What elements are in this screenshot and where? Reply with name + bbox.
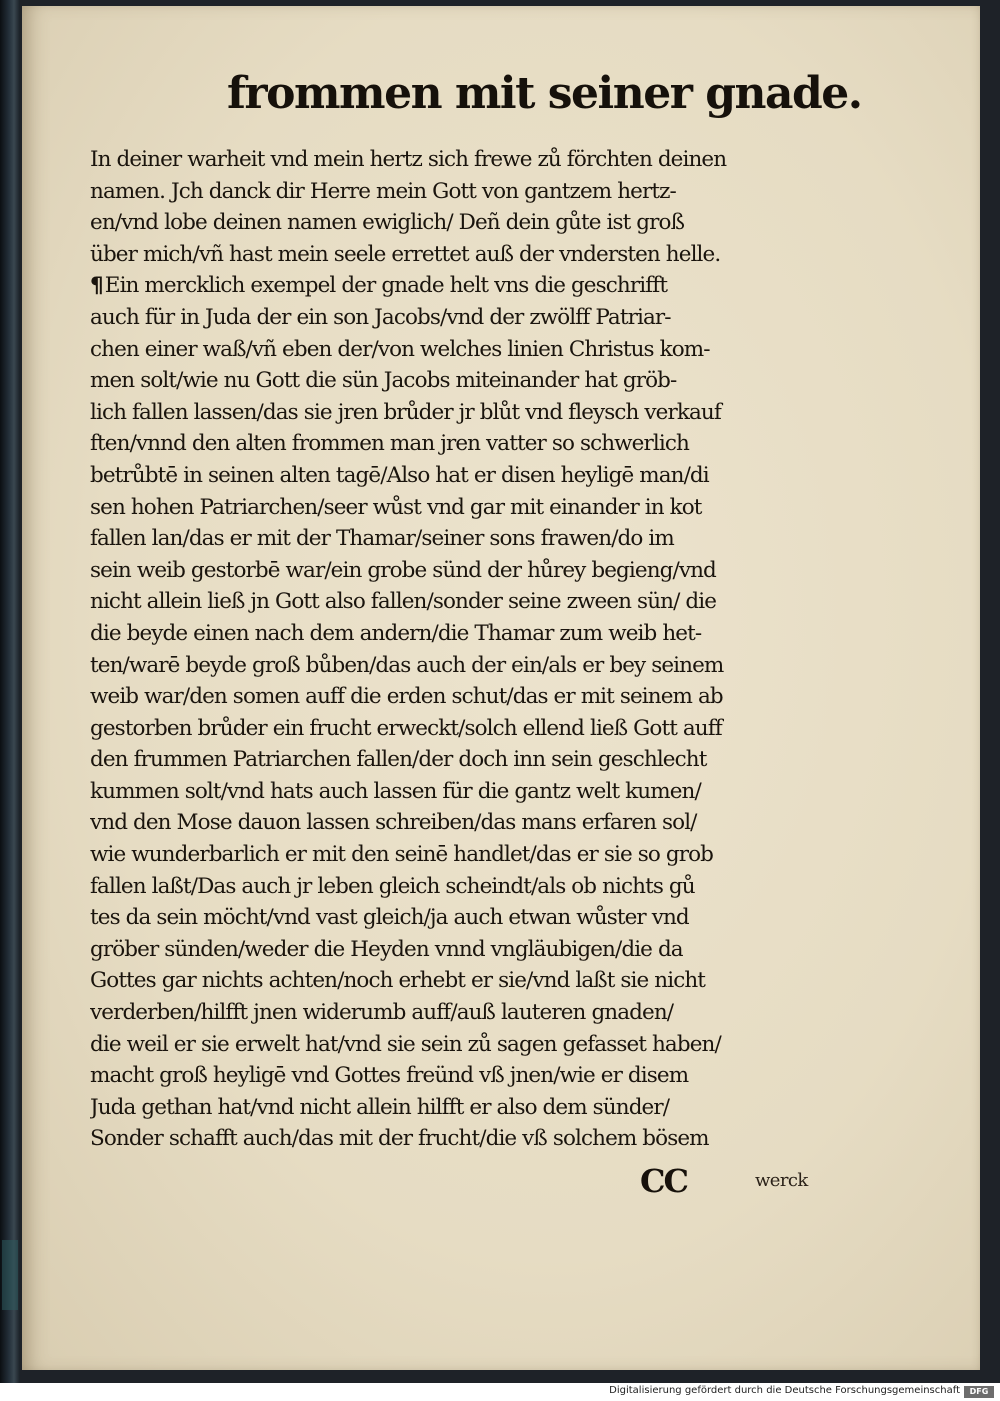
text-line: sen hohen Patriarchen/seer wůst vnd gar mit einander in kot — [90, 494, 702, 520]
text-line: chen einer waß/vñ eben der/von welches linien Christus kom- — [90, 336, 710, 362]
text-line: en/vnd lobe deinen namen ewiglich/ Deñ dein gůte ist groß — [90, 210, 685, 236]
text-line: die weil er sie erwelt hat/vnd sie sein zů sagen gefasset haben/ — [90, 1031, 721, 1057]
text-line: den frummen Patriarchen fallen/der doch inn sein geschlecht — [90, 747, 707, 773]
signature-mark: CC — [640, 1162, 687, 1200]
text-line: weib war/den somen auff die erden schut/das er mit seinem ab — [90, 684, 723, 710]
text-line: ten/warē beyde groß bůben/das auch der ein/als er bey seinem — [90, 652, 724, 678]
dfg-logo-icon: DFG — [964, 1386, 994, 1398]
book-binding-edge — [0, 0, 20, 1383]
text-line: namen. Jch danck dir Herre mein Gott von gantzem hertz- — [90, 178, 676, 204]
text-line: die beyde einen nach dem andern/die Thamar zum weib het- — [90, 620, 702, 646]
text-line: betrůbtē in seinen alten tagē/Also hat er disen heyligē man/di — [90, 462, 709, 488]
text-line: gestorben brůder ein frucht erweckt/solch ellend ließ Gott auff — [90, 715, 722, 741]
funding-credit: Digitalisierung gefördert durch die Deutsche Forschungsgemeinschaft — [609, 1385, 960, 1396]
text-line: vnd den Mose dauon lassen schreiben/das mans erfaren sol/ — [90, 810, 697, 836]
text-line: Juda gethan hat/vnd nicht allein hilfft er also dem sünder/ — [90, 1094, 670, 1120]
text-line: macht groß heyligē vnd Gottes freünd vß jnen/wie er disem — [90, 1063, 689, 1089]
catchword: werck — [755, 1170, 808, 1191]
text-line: In deiner warheit vnd mein hertz sich frewe zů förchten deinen — [90, 147, 727, 172]
paragraph-start-line — [90, 270, 840, 302]
running-heading: frommen mit seiner gnade. — [227, 68, 862, 119]
text-line-content: Ein mercklich exempel der gnade helt vns die geschrifft — [104, 273, 668, 299]
text-line: men solt/wie nu Gott die sün Jacobs miteinander hat gröb- — [90, 368, 677, 394]
text-line: sein weib gestorbē war/ein grobe sünd der hůrey begieng/vnd — [90, 557, 716, 583]
text-line: nicht allein ließ jn Gott also fallen/sonder seine zween sün/ die — [90, 589, 717, 615]
text-line: über mich/vñ hast mein seele errettet auß der vndersten helle. — [90, 241, 721, 267]
paper-page — [22, 6, 980, 1370]
text-line: verderben/hilfft jnen widerumb auff/auß lauteren gnaden/ — [90, 1000, 674, 1026]
text-line: auch für in Juda der ein son Jacobs/vnd der zwölff Patriar- — [90, 304, 671, 330]
pilcrow-mark: ¶ — [90, 273, 103, 299]
text-line: Sonder schafft auch/das mit der frucht/die vß solchem bösem — [90, 1126, 709, 1152]
text-line: tes da sein möcht/vnd vast gleich/ja auch etwan wůster vnd — [90, 905, 689, 931]
text-line: lich fallen lassen/das sie jren brůder jr blůt vnd fleysch verkauf — [90, 399, 721, 425]
text-line: fallen laßt/Das auch jr leben gleich scheindt/als ob nichts gů — [90, 873, 695, 899]
text-line: wie wunderbarlich er mit den seinē handlet/das er sie so grob — [90, 842, 713, 868]
body-text — [90, 144, 840, 1155]
text-line: gröber sünden/weder die Heyden vnnd vngläubigen/die da — [90, 936, 683, 962]
text-line: fallen lan/das er mit der Thamar/seiner sons frawen/do im — [90, 526, 674, 552]
footer-bar — [0, 1383, 1000, 1401]
text-line: Gottes gar nichts achten/noch erhebt er sie/vnd laßt sie nicht — [90, 968, 706, 994]
text-line: kummen solt/vnd hats auch lassen für die gantz welt kumen/ — [90, 778, 701, 804]
text-line: ften/vnnd den alten frommen man jren vatter so schwerlich — [90, 431, 689, 457]
